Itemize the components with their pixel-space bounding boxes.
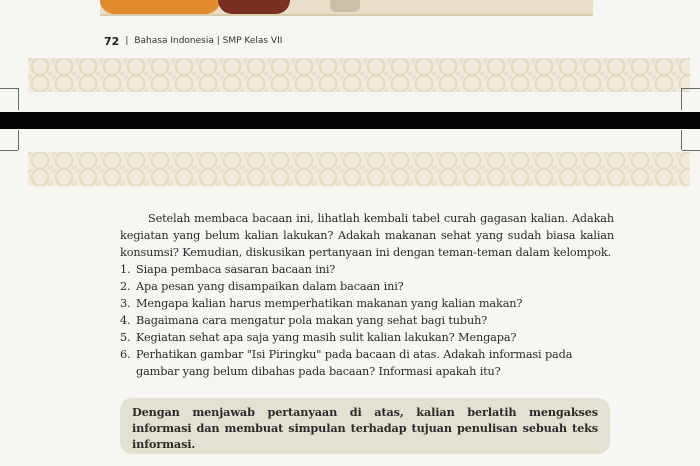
header-separator: | — [125, 36, 129, 46]
illustration-brown-shape — [218, 0, 290, 14]
question-number: 5. — [120, 331, 131, 344]
main-content — [120, 210, 614, 380]
question-item — [120, 278, 614, 295]
question-item — [120, 329, 614, 346]
decorative-pattern-top — [28, 58, 690, 92]
bracket-left-bottom — [0, 150, 18, 151]
black-bar — [0, 112, 700, 129]
question-number: 6. — [120, 348, 131, 361]
top-illustration — [100, 0, 593, 16]
page-header — [104, 33, 282, 49]
question-item — [120, 312, 614, 329]
question-number: 3. — [120, 297, 131, 310]
question-list — [120, 261, 614, 380]
bracket-left-top-vertical — [18, 88, 19, 110]
question-number: 1. — [120, 263, 131, 276]
question-number: 2. — [120, 280, 131, 293]
question-text: Apa pesan yang disampaikan dalam bacaan ini? — [136, 280, 404, 293]
bracket-left-top — [0, 88, 18, 89]
illustration-orange-shape — [100, 0, 220, 14]
question-text: Kegiatan sehat apa saja yang masih sulit kalian lakukan? Mengapa? — [136, 331, 517, 344]
question-item — [120, 261, 614, 278]
question-text: Siapa pembaca sasaran bacaan ini? — [136, 263, 336, 276]
intro-paragraph: Setelah membaca bacaan ini, lihatlah kembali tabel curah gagasan kalian. Adakah kegiatan yang belum kalian lakukan? Adakah makanan sehat yang sudah biasa kalian konsumsi? Kemudian, diskusikan pertanyaan ini dengan teman-teman dalam kelompok. — [120, 212, 614, 259]
decorative-pattern-bottom — [28, 152, 690, 186]
bracket-right-top — [682, 88, 700, 89]
question-text: Bagaimana cara mengatur pola makan yang sehat bagi tubuh? — [136, 314, 488, 327]
question-item — [120, 295, 614, 312]
bracket-right-top-vertical — [681, 88, 682, 110]
question-text: Mengapa kalian harus memperhatikan makanan yang kalian makan? — [136, 297, 523, 310]
page-number: 72 — [104, 34, 120, 48]
question-text: Perhatikan gambar "Isi Piringku" pada bacaan di atas. Adakah informasi pada gambar yang belum dibahas pada bacaan? Informasi apakah itu? — [136, 348, 573, 378]
illustration-grey-shape — [330, 0, 360, 12]
bracket-left-bottom-vertical — [18, 130, 19, 150]
summary-callout: Dengan menjawab pertanyaan di atas, kalian berlatih mengakses informasi dan membuat simpulan terhadap tujuan penulisan sebuah teks informasi. — [120, 398, 610, 454]
bracket-right-bottom — [682, 150, 700, 151]
book-title: Bahasa Indonesia | SMP Kelas VII — [134, 36, 283, 46]
question-item — [120, 346, 614, 380]
bracket-right-bottom-vertical — [681, 130, 682, 150]
question-number: 4. — [120, 314, 131, 327]
